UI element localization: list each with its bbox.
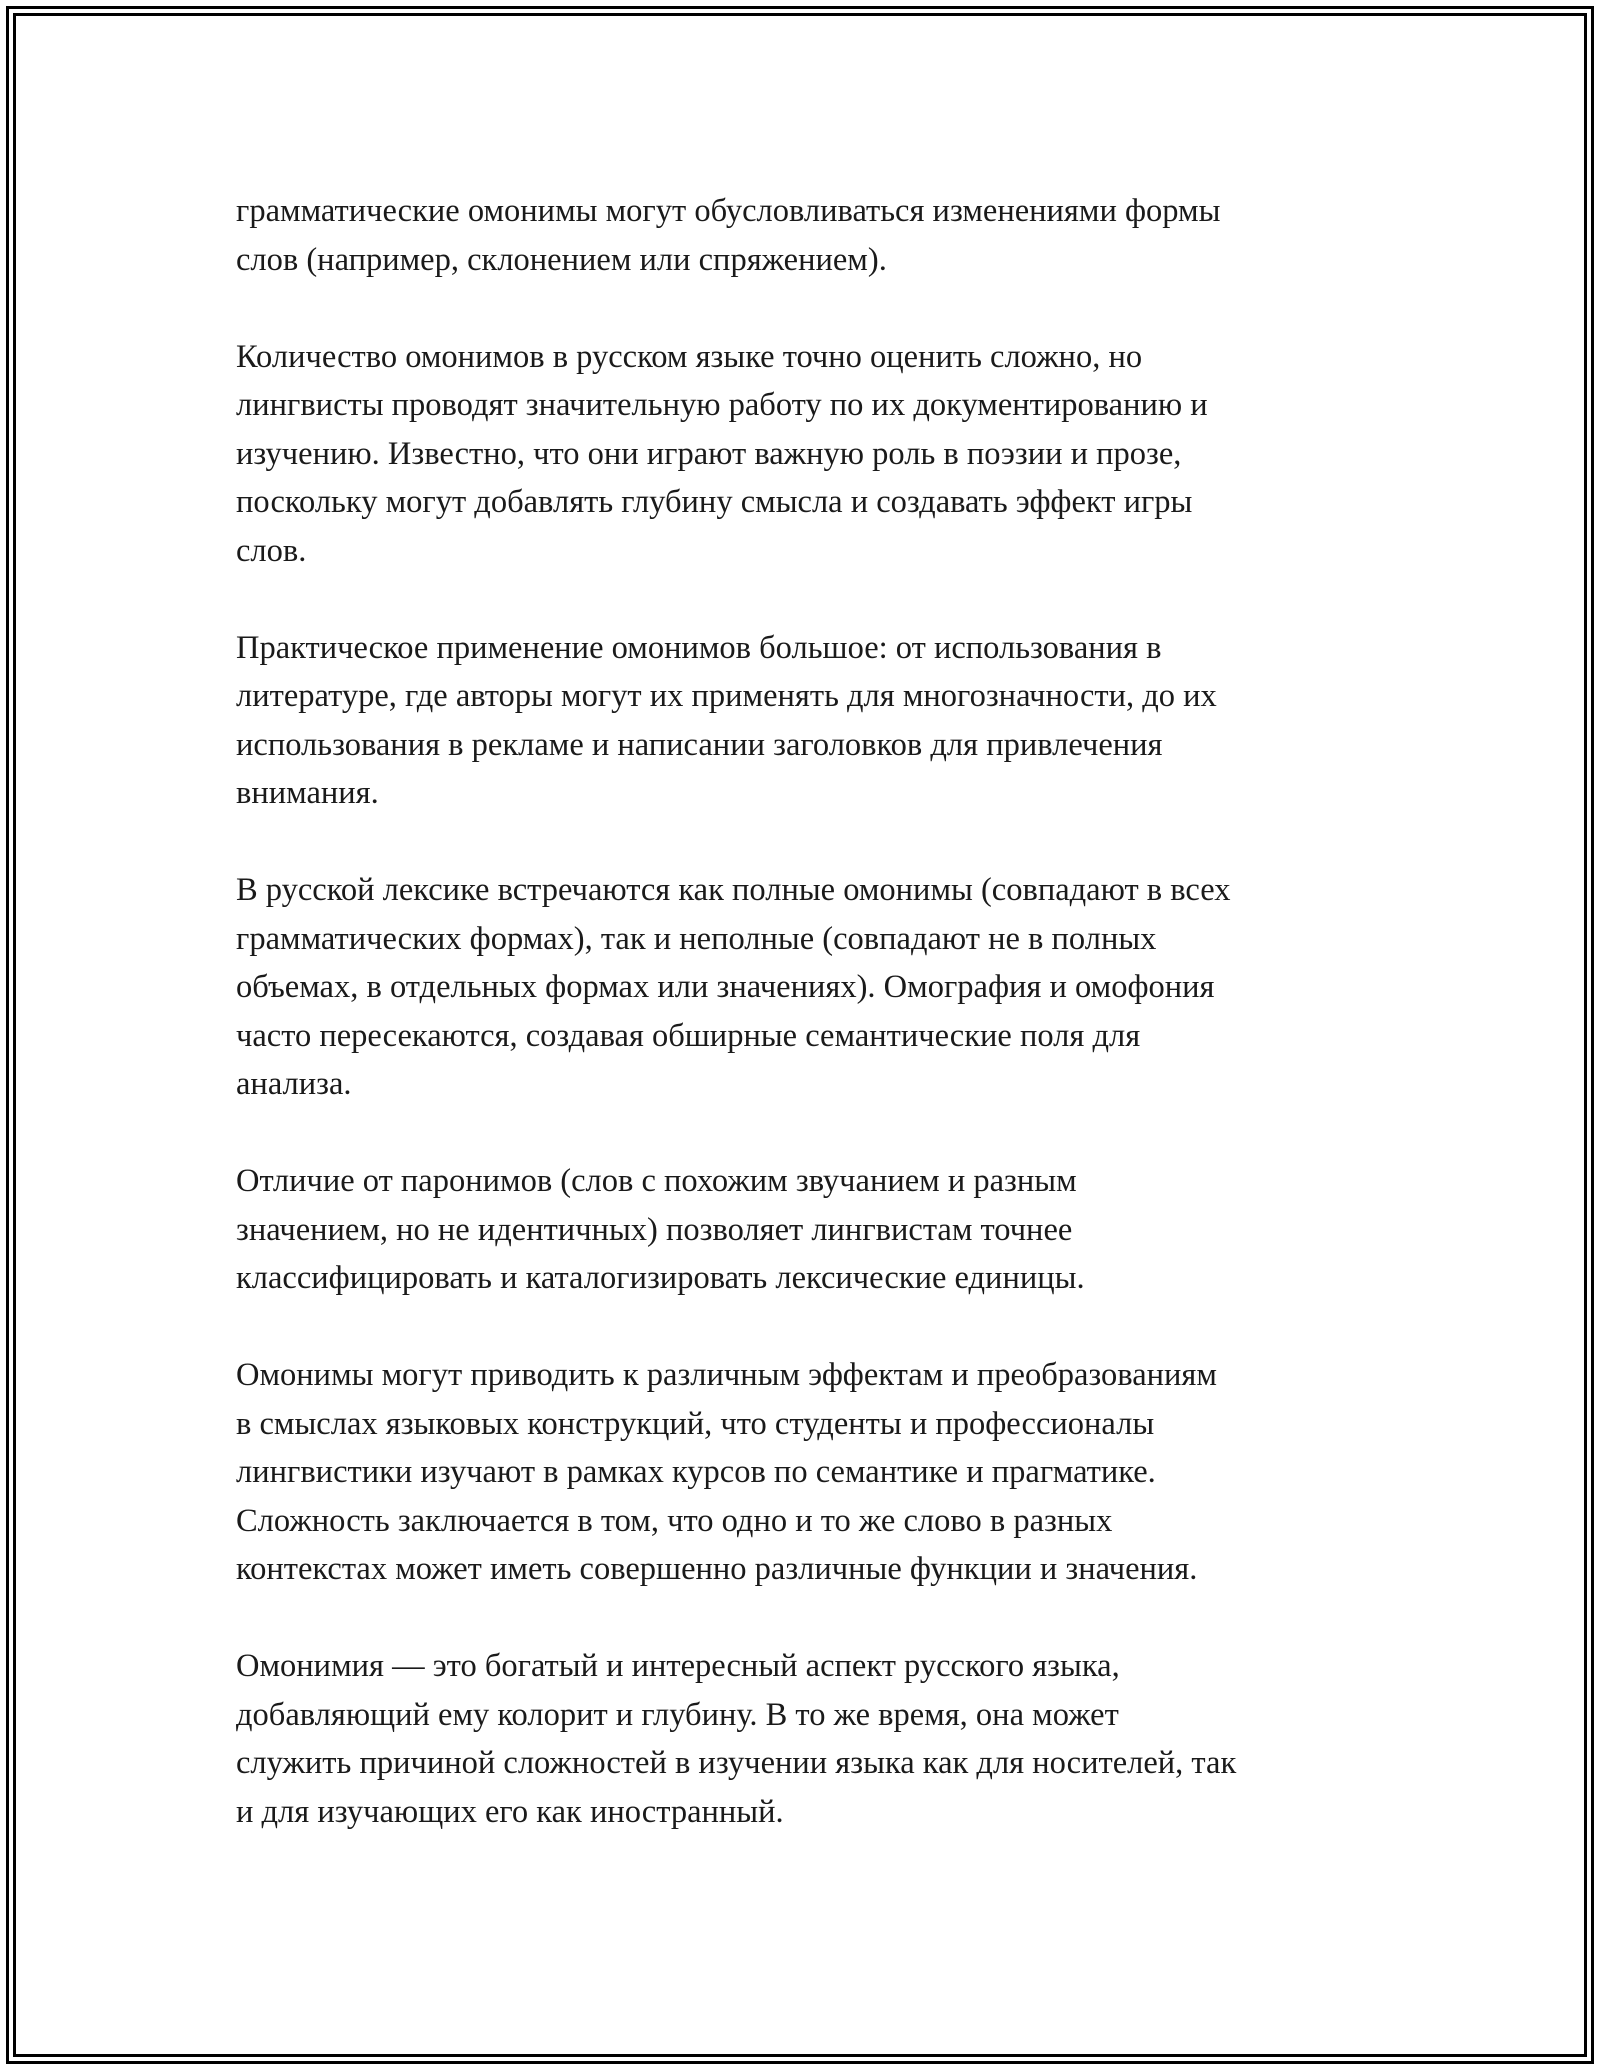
text-line: внимания. — [236, 775, 379, 811]
text-line: поскольку могут добавлять глубину смысла и создавать эффект игры — [236, 484, 1193, 520]
text-line: Практическое применение омонимов большое: от использования в — [236, 629, 1162, 666]
document-body — [236, 187, 1386, 1885]
paragraph — [236, 1642, 1386, 1836]
paragraph — [236, 1351, 1386, 1594]
text-line: изучению. Известно, что они играют важную роль в поэзии и прозе, — [236, 435, 1182, 472]
text-line: использования в рекламе и написании заголовков для привлечения — [236, 726, 1163, 763]
text-line: служить причиной сложностей в изучении языка как для носителей, так — [236, 1745, 1237, 1781]
text-line: Отличие от паронимов (слов с похожим звучанием и разным — [236, 1163, 1077, 1199]
paragraph — [236, 1157, 1386, 1303]
paragraph — [236, 866, 1386, 1109]
text-line: контекстах может иметь совершенно различные функции и значения. — [236, 1551, 1198, 1587]
text-line: грамматических формах), так и неполные (совпадают не в полных — [236, 920, 1157, 957]
text-line: значением, но не идентичных) позволяет лингвистам точнее — [236, 1211, 1073, 1248]
text-line: классифицировать и каталогизировать лексические единицы. — [236, 1260, 1085, 1296]
text-line: и для изучающих его как иностранный. — [236, 1793, 784, 1830]
text-line: в смыслах языковых конструкций, что студенты и профессионалы — [236, 1405, 1155, 1442]
text-line: лингвисты проводят значительную работу по их документированию и — [236, 387, 1208, 423]
paragraph — [236, 333, 1386, 576]
text-line: часто пересекаются, создавая обширные семантические поля для — [236, 1017, 1141, 1054]
paragraph — [236, 187, 1386, 284]
text-line: объемах, в отдельных формах или значениях). Омография и омофония — [236, 969, 1215, 1005]
text-line: Сложность заключается в том, что одно и то же слово в разных — [236, 1502, 1113, 1539]
text-line: слов (например, склонением или спряжением). — [236, 241, 887, 278]
text-line: В русской лексике встречаются как полные омонимы (совпадают в всех — [236, 872, 1231, 908]
text-line: анализа. — [236, 1066, 352, 1102]
text-line: Омонимия — это богатый и интересный аспект русского языка, — [236, 1648, 1120, 1684]
text-line: Омонимы могут приводить к различным эффектам и преобразованиям — [236, 1357, 1217, 1393]
paragraph — [236, 624, 1386, 818]
text-line: слов. — [236, 532, 307, 569]
text-line: литературе, где авторы могут их применять для многозначности, до их — [236, 678, 1217, 714]
text-line: добавляющий ему колорит и глубину. В то же время, она может — [236, 1696, 1119, 1733]
text-line: грамматические омонимы могут обусловливаться изменениями формы — [236, 193, 1221, 229]
text-line: Количество омонимов в русском языке точно оценить сложно, но — [236, 338, 1143, 375]
text-line: лингвистики изучают в рамках курсов по семантике и прагматике. — [236, 1454, 1156, 1490]
